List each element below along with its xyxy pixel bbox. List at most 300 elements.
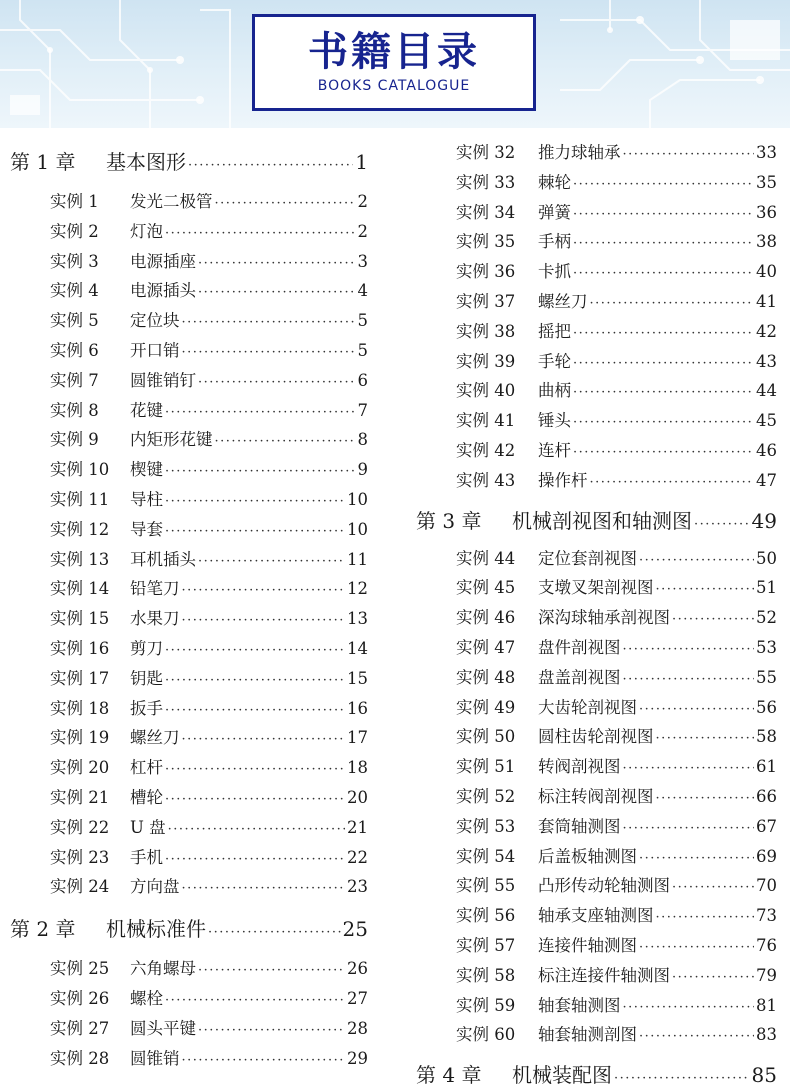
leader-dots (623, 821, 755, 836)
entry-number: 实例 60 (456, 1025, 516, 1045)
toc-entry-row (50, 486, 368, 510)
entry-page-number: 46 (756, 441, 777, 460)
toc-entry-row (456, 753, 777, 777)
leader-dots (639, 1029, 754, 1044)
catalogue-title: 书籍目录 (308, 29, 480, 75)
toc-entry-row (456, 1021, 777, 1045)
entry-page-number: 45 (756, 411, 777, 431)
entry-title: 轴套轴测图 (538, 995, 621, 1015)
entry-title: 定位套剖视图 (538, 548, 637, 568)
leader-dots (573, 326, 754, 341)
toc-chapter-row (416, 1059, 777, 1088)
entry-number: 实例 55 (456, 876, 516, 896)
entry-page-number: 16 (347, 698, 368, 718)
leader-dots (573, 207, 754, 222)
leader-dots (198, 285, 356, 300)
entry-title: 套筒轴测图 (538, 816, 621, 836)
entry-page-number: 53 (756, 638, 777, 657)
entry-number: 实例 57 (456, 936, 516, 955)
leader-dots (639, 553, 754, 568)
toc-entry-row (456, 228, 777, 252)
entry-page-number: 11 (347, 549, 368, 569)
leader-dots (573, 415, 754, 430)
chapter-number: 第 3 章 (416, 508, 482, 533)
entry-number: 实例 47 (456, 638, 516, 657)
entry-page-number: 55 (756, 667, 777, 687)
entry-page-number: 40 (756, 262, 777, 282)
entry-number: 实例 22 (50, 817, 110, 837)
toc-entry-row (50, 844, 368, 868)
leader-dots (573, 177, 754, 192)
chapter-page-number: 25 (342, 917, 368, 942)
entry-number: 实例 24 (50, 877, 110, 897)
entry-number: 实例 3 (50, 251, 99, 271)
entry-page-number: 58 (756, 727, 777, 747)
entry-page-number: 12 (347, 579, 368, 599)
entry-number: 实例 13 (50, 549, 110, 569)
entry-number: 实例 49 (456, 697, 516, 717)
leader-dots (656, 791, 755, 806)
leader-dots (182, 345, 356, 360)
toc-entry-row (50, 665, 368, 689)
leader-dots (165, 792, 345, 807)
entry-title: 钥匙 (130, 668, 163, 688)
entry-number: 实例 2 (50, 221, 99, 241)
entry-title: 螺丝刀 (130, 728, 180, 748)
toc-entry-row (456, 407, 777, 431)
toc-entry-row (50, 277, 368, 301)
entry-title: 六角螺母 (130, 959, 196, 979)
entry-title: 水果刀 (130, 609, 180, 629)
toc-entry-row (50, 188, 368, 212)
leader-dots (198, 1023, 345, 1038)
entry-number: 实例 59 (456, 995, 516, 1015)
entry-title: 盘盖剖视图 (538, 667, 621, 687)
entry-page-number: 4 (357, 281, 368, 301)
entry-number: 实例 16 (50, 639, 110, 658)
catalogue-title-box (252, 14, 536, 111)
entry-page-number: 70 (756, 876, 777, 896)
entry-page-number: 29 (347, 1048, 368, 1068)
entry-number: 实例 50 (456, 727, 516, 747)
entry-number: 实例 20 (50, 758, 110, 778)
entry-title: 圆柱齿轮剖视图 (538, 727, 654, 747)
leader-dots (573, 356, 754, 371)
leader-dots (165, 464, 356, 479)
entry-title: 深沟球轴承剖视图 (538, 608, 670, 628)
entry-page-number: 43 (756, 351, 777, 371)
toc-entry-row (456, 694, 777, 718)
entry-number: 实例 11 (50, 490, 110, 509)
leader-dots (198, 963, 345, 978)
toc-entry-row (50, 1015, 368, 1039)
leader-dots (165, 643, 345, 658)
entry-number: 实例 58 (456, 965, 516, 985)
toc-entry-row (50, 985, 368, 1009)
toc-entry-row (50, 754, 368, 778)
leader-dots (656, 582, 755, 597)
entry-number: 实例 8 (50, 400, 99, 420)
leader-dots (694, 517, 750, 532)
toc-entry-row (456, 634, 777, 658)
entry-number: 实例 14 (50, 579, 110, 599)
toc-entry-row (456, 258, 777, 282)
entry-title: 电源插座 (130, 251, 196, 271)
entry-number: 实例 40 (456, 381, 516, 401)
entry-title: 螺丝刀 (538, 292, 588, 311)
entry-number: 实例 36 (456, 262, 516, 282)
toc-entry-row (456, 199, 777, 223)
leader-dots (215, 196, 356, 211)
entry-page-number: 10 (347, 490, 368, 509)
leader-dots (639, 940, 754, 955)
entry-title: 连杆 (538, 441, 571, 460)
catalogue-subtitle: BOOKS CATALOGUE (317, 78, 471, 94)
entry-page-number: 5 (357, 341, 368, 360)
toc-entry-row (456, 348, 777, 372)
entry-title: 螺栓 (130, 989, 163, 1008)
leader-dots (215, 434, 356, 449)
leader-dots (639, 851, 754, 866)
entry-page-number: 21 (347, 817, 368, 837)
entry-number: 实例 25 (50, 959, 110, 979)
leader-dots (590, 296, 755, 311)
toc-entry-row (456, 992, 777, 1016)
entry-number: 实例 45 (456, 578, 516, 598)
entry-title: 手机 (130, 847, 163, 867)
entry-title: 卡抓 (538, 262, 571, 282)
entry-number: 实例 32 (456, 143, 516, 162)
entry-number: 实例 41 (456, 411, 516, 431)
entry-title: 推力球轴承 (538, 143, 621, 162)
leader-dots (198, 256, 356, 271)
entry-title: 剪刀 (130, 639, 163, 658)
chapter-title: 机械装配图 (512, 1063, 612, 1088)
entry-title: 盘件剖视图 (538, 638, 621, 657)
entry-title: 方向盘 (130, 877, 180, 897)
entry-number: 实例 46 (456, 608, 516, 628)
entry-title: 手柄 (538, 232, 571, 252)
entry-page-number: 35 (756, 172, 777, 192)
toc-entry-row (50, 218, 368, 242)
entry-title: 曲柄 (538, 381, 571, 401)
toc-entry-row (456, 604, 777, 628)
entry-number: 实例 48 (456, 667, 516, 687)
entry-title: U 盘 (130, 817, 166, 837)
entry-page-number: 36 (756, 202, 777, 222)
entry-page-number: 22 (347, 847, 368, 867)
leader-dots (165, 405, 356, 420)
entry-title: 导套 (130, 519, 163, 539)
toc-entry-row (456, 318, 777, 342)
toc-entry-row (50, 784, 368, 808)
entry-number: 实例 18 (50, 698, 110, 718)
entry-page-number: 10 (347, 519, 368, 539)
entry-title: 楔键 (130, 460, 163, 480)
entry-number: 实例 26 (50, 989, 110, 1008)
toc-entry-row (456, 902, 777, 926)
leader-dots (165, 762, 345, 777)
toc-entry-row (50, 367, 368, 391)
toc-chapter-row (10, 913, 368, 942)
entry-title: 连接件轴测图 (538, 936, 637, 955)
entry-page-number: 18 (347, 758, 368, 778)
entry-page-number: 51 (756, 578, 777, 598)
entry-number: 实例 21 (50, 788, 110, 807)
toc-entry-row (456, 962, 777, 986)
toc-entry-row (456, 872, 777, 896)
leader-dots (573, 236, 754, 251)
entry-title: 支墩叉架剖视图 (538, 578, 654, 598)
toc-entry-row (50, 724, 368, 748)
entry-page-number: 42 (756, 321, 777, 341)
entry-page-number: 6 (357, 370, 368, 390)
entry-number: 实例 56 (456, 906, 516, 926)
entry-page-number: 14 (347, 639, 368, 658)
entry-title: 定位块 (130, 311, 180, 331)
entry-number: 实例 15 (50, 609, 110, 629)
entry-number: 实例 9 (50, 430, 99, 450)
entry-title: 轴承支座轴测图 (538, 906, 654, 926)
toc-entry-row (456, 723, 777, 747)
entry-number: 实例 51 (456, 757, 516, 777)
entry-page-number: 81 (756, 995, 777, 1015)
entry-page-number: 33 (756, 143, 777, 162)
entry-page-number: 73 (756, 906, 777, 926)
entry-page-number: 23 (347, 877, 368, 897)
entry-title: 圆锥销 (130, 1048, 180, 1068)
entry-page-number: 17 (347, 728, 368, 748)
toc-entry-row (456, 169, 777, 193)
chapter-number: 第 2 章 (10, 917, 76, 942)
leader-dots (165, 226, 356, 241)
toc-entry-row (456, 843, 777, 867)
leader-dots (182, 613, 346, 628)
entry-title: 凸形传动轮轴测图 (538, 876, 670, 896)
entry-title: 花键 (130, 400, 163, 420)
toc-entry-row (50, 337, 368, 361)
entry-title: 铅笔刀 (130, 579, 180, 599)
toc-entry-row (456, 664, 777, 688)
entry-number: 实例 7 (50, 370, 99, 390)
leader-dots (168, 822, 345, 837)
entry-page-number: 2 (357, 192, 368, 211)
leader-dots (198, 554, 345, 569)
toc-entry-row (456, 574, 777, 598)
toc-entry-row (50, 575, 368, 599)
entry-page-number: 66 (756, 787, 777, 806)
entry-number: 实例 23 (50, 847, 110, 867)
leader-dots (623, 761, 755, 776)
entry-page-number: 28 (347, 1018, 368, 1038)
entry-page-number: 13 (347, 609, 368, 629)
entry-number: 实例 33 (456, 172, 516, 192)
leader-dots (165, 673, 345, 688)
toc-entry-row (50, 516, 368, 540)
entry-number: 实例 1 (50, 192, 99, 211)
chapter-title: 机械剖视图和轴测图 (512, 508, 692, 533)
entry-title: 大齿轮剖视图 (538, 697, 637, 717)
chapter-number: 第 4 章 (416, 1063, 482, 1088)
entry-page-number: 7 (357, 400, 368, 420)
toc-entry-row (456, 813, 777, 837)
entry-title: 轴套轴测剖图 (538, 1025, 637, 1045)
leader-dots (639, 702, 754, 717)
entry-title: 耳机插头 (130, 549, 196, 569)
toc-entry-row (50, 695, 368, 719)
toc-entry-row (50, 635, 368, 659)
leader-dots (672, 880, 754, 895)
entry-title: 扳手 (130, 698, 163, 718)
entry-title: 导柱 (130, 490, 163, 509)
entry-page-number: 50 (756, 548, 777, 568)
entry-number: 实例 53 (456, 816, 516, 836)
leader-dots (182, 315, 356, 330)
entry-number: 实例 37 (456, 292, 516, 311)
leader-dots (573, 445, 754, 460)
leader-dots (656, 731, 755, 746)
toc-entry-row (50, 426, 368, 450)
leader-dots (672, 612, 754, 627)
entry-title: 内矩形花键 (130, 430, 213, 450)
leader-dots (623, 642, 755, 657)
entry-title: 灯泡 (130, 221, 163, 241)
toc-entry-row (456, 139, 777, 163)
entry-number: 实例 42 (456, 441, 516, 460)
entry-number: 实例 5 (50, 311, 99, 331)
entry-title: 操作杆 (538, 470, 588, 490)
toc-entry-row (456, 288, 777, 312)
leader-dots (573, 266, 754, 281)
entry-title: 后盖板轴测图 (538, 846, 637, 866)
catalogue-header (0, 0, 790, 128)
entry-title: 棘轮 (538, 172, 571, 192)
chapter-title: 基本图形 (106, 150, 186, 174)
toc-entry-row (456, 545, 777, 569)
entry-title: 标注转阀剖视图 (538, 787, 654, 806)
entry-title: 杠杆 (130, 758, 163, 778)
toc-entry-row (456, 437, 777, 461)
entry-page-number: 3 (357, 251, 368, 271)
entry-page-number: 83 (756, 1025, 777, 1045)
leader-dots (656, 910, 755, 925)
entry-page-number: 44 (756, 381, 777, 401)
entry-number: 实例 27 (50, 1018, 110, 1038)
leader-dots (672, 970, 754, 985)
entry-title: 标注连接件轴测图 (538, 965, 670, 985)
entry-page-number: 26 (347, 959, 368, 979)
entry-title: 开口销 (130, 341, 180, 360)
leader-dots (165, 852, 345, 867)
chapter-title: 机械标准件 (106, 917, 206, 942)
toc-entry-row (456, 783, 777, 807)
entry-page-number: 8 (357, 430, 368, 450)
leader-dots (623, 672, 755, 687)
entry-page-number: 20 (347, 788, 368, 807)
entry-page-number: 9 (357, 460, 368, 480)
entry-number: 实例 35 (456, 232, 516, 252)
entry-page-number: 76 (756, 936, 777, 955)
entry-page-number: 5 (357, 311, 368, 331)
entry-number: 实例 19 (50, 728, 110, 748)
entry-number: 实例 39 (456, 351, 516, 371)
leader-dots (573, 385, 754, 400)
entry-number: 实例 54 (456, 846, 516, 866)
leader-dots (188, 158, 353, 173)
entry-page-number: 27 (347, 989, 368, 1008)
entry-title: 槽轮 (130, 788, 163, 807)
leader-dots (590, 475, 755, 490)
toc-entry-row (50, 397, 368, 421)
leader-dots (208, 925, 341, 940)
toc-entry-row (50, 248, 368, 272)
leader-dots (623, 1000, 755, 1015)
entry-title: 圆头平键 (130, 1018, 196, 1038)
leader-dots (182, 583, 346, 598)
toc-chapter-row (416, 505, 777, 533)
leader-dots (165, 703, 345, 718)
entry-page-number: 2 (357, 221, 368, 241)
entry-title: 转阀剖视图 (538, 757, 621, 777)
entry-page-number: 38 (756, 232, 777, 252)
leader-dots (182, 1053, 346, 1068)
chapter-page-number: 49 (751, 508, 777, 533)
entry-page-number: 41 (756, 292, 777, 311)
toc-entry-row (456, 932, 777, 956)
entry-number: 实例 34 (456, 202, 516, 222)
entry-title: 弹簧 (538, 202, 571, 222)
toc-entry-row (50, 814, 368, 838)
leader-dots (182, 732, 346, 747)
chapter-page-number: 85 (751, 1063, 777, 1088)
entry-number: 实例 43 (456, 470, 516, 490)
entry-title: 锤头 (538, 411, 571, 431)
chapter-number: 第 1 章 (10, 150, 76, 174)
leader-dots (165, 993, 345, 1008)
toc-chapter-row (10, 146, 368, 174)
entry-page-number: 47 (756, 470, 777, 490)
entry-title: 发光二极管 (130, 192, 213, 211)
toc-entry-row (50, 955, 368, 979)
entry-number: 实例 44 (456, 548, 516, 568)
entry-title: 电源插头 (130, 281, 196, 301)
leader-dots (165, 494, 345, 509)
entry-number: 实例 28 (50, 1048, 110, 1068)
toc-entry-row (50, 605, 368, 629)
entry-number: 实例 6 (50, 341, 99, 360)
entry-page-number: 52 (756, 608, 777, 628)
toc-entry-row (50, 873, 368, 897)
entry-page-number: 61 (756, 757, 777, 777)
leader-dots (623, 147, 755, 162)
entry-title: 摇把 (538, 321, 571, 341)
entry-title: 手轮 (538, 351, 571, 371)
toc-entry-row (456, 377, 777, 401)
toc-entry-row (50, 307, 368, 331)
entry-number: 实例 52 (456, 787, 516, 806)
leader-dots (165, 524, 345, 539)
entry-number: 实例 10 (50, 460, 110, 480)
toc-entry-row (50, 456, 368, 480)
leader-dots (198, 375, 356, 390)
entry-page-number: 56 (756, 697, 777, 717)
entry-number: 实例 4 (50, 281, 99, 301)
entry-title: 圆锥销钉 (130, 370, 196, 390)
entry-number: 实例 12 (50, 519, 110, 539)
entry-page-number: 67 (756, 816, 777, 836)
entry-number: 实例 17 (50, 668, 110, 688)
toc-entry-row (50, 1045, 368, 1069)
